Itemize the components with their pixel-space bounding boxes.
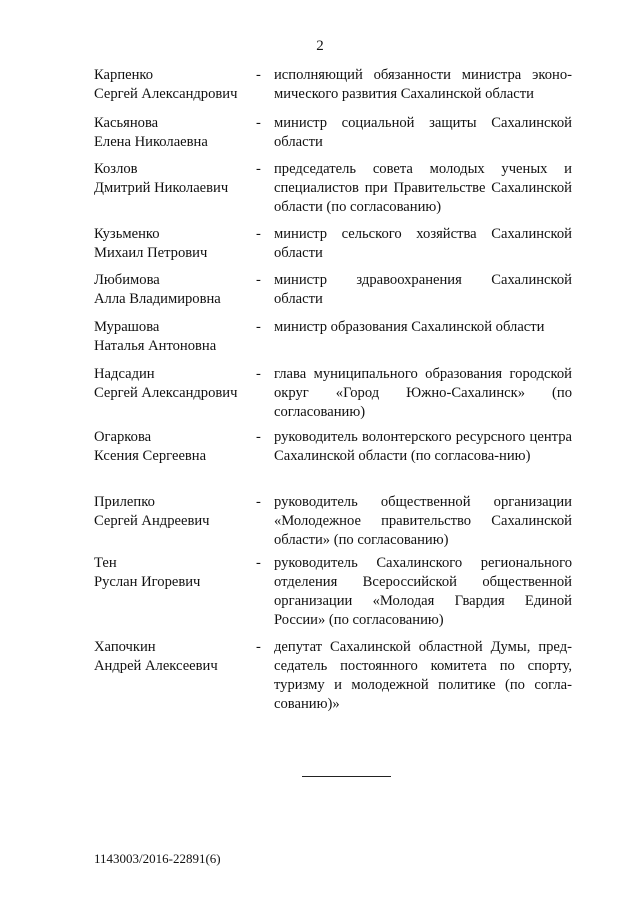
member-surname: Мурашова	[94, 319, 160, 335]
dash: -	[256, 639, 261, 655]
member-given-names: Сергей Александрович	[94, 86, 238, 102]
dash: -	[256, 226, 261, 242]
member-entry	[0, 318, 640, 365]
member-role: исполняющий обязанности министра эконо-мического развития Сахалинской области	[274, 67, 572, 102]
member-surname: Кузьменко	[94, 226, 160, 242]
member-given-names: Сергей Андреевич	[94, 513, 210, 529]
member-name	[94, 225, 254, 263]
member-surname: Любимова	[94, 272, 160, 288]
dash: -	[256, 272, 261, 288]
member-name	[94, 114, 254, 152]
member-entry	[0, 428, 640, 493]
member-given-names: Алла Владимировна	[94, 291, 221, 307]
member-role: председатель совета молодых ученых и специалистов при Правительстве Сахалинской области (по согласованию)	[274, 161, 572, 215]
member-surname: Касьянова	[94, 115, 159, 131]
page-number: 2	[316, 38, 324, 54]
member-name	[94, 554, 254, 592]
member-role: министр сельского хозяйства Сахалинской области	[274, 226, 572, 261]
document-code: 1143003/2016-22891(6)	[94, 851, 221, 866]
members-list	[0, 66, 640, 718]
closing-rule	[302, 776, 391, 777]
member-entry	[0, 638, 640, 718]
member-surname: Надсадин	[94, 366, 155, 382]
member-surname: Хапочкин	[94, 639, 156, 655]
member-entry	[0, 365, 640, 428]
member-entry	[0, 66, 640, 114]
member-given-names: Ксения Сергеевна	[94, 448, 207, 464]
member-surname: Прилепко	[94, 494, 155, 510]
dash: -	[256, 319, 261, 335]
member-role: министр здравоохранения Сахалинской области	[274, 272, 572, 307]
dash: -	[256, 67, 261, 83]
member-given-names: Елена Николаевна	[94, 134, 208, 150]
dash: -	[256, 366, 261, 382]
member-role: руководитель общественной организации «Молодежное правительство Сахалинской области» (по согласованию)	[274, 494, 572, 548]
member-entry	[0, 225, 640, 271]
dash: -	[256, 555, 261, 571]
dash: -	[256, 494, 261, 510]
member-role: министр образования Сахалинской области	[274, 319, 545, 335]
member-given-names: Наталья Антоновна	[94, 338, 217, 354]
member-role: руководитель волонтерского ресурсного центра Сахалинской области (по согласова-нию)	[274, 429, 572, 464]
member-role: депутат Сахалинской областной Думы, пред-седатель постоянного комитета по спорту, туризму и молодежной политике (по согла-сованию)»	[274, 639, 572, 712]
member-role: глава муниципального образования городской округ «Город Южно-Сахалинск» (по согласованию)	[274, 366, 572, 420]
member-given-names: Руслан Игоревич	[94, 574, 201, 590]
member-name	[94, 271, 254, 309]
member-name	[94, 160, 254, 198]
member-role: руководитель Сахалинского регионального отделения Всероссийской общественной организации «Молодая Гвардия Единой России» (по согласованию)	[274, 555, 572, 628]
member-entry	[0, 160, 640, 225]
member-surname: Карпенко	[94, 67, 154, 83]
member-name	[94, 428, 254, 466]
member-given-names: Михаил Петрович	[94, 245, 208, 261]
member-given-names: Сергей Александрович	[94, 385, 238, 401]
member-role: министр социальной защиты Сахалинской области	[274, 115, 572, 150]
member-name	[94, 365, 254, 403]
member-entry	[0, 554, 640, 638]
member-given-names: Дмитрий Николаевич	[94, 180, 229, 196]
member-entry	[0, 271, 640, 318]
member-surname: Огаркова	[94, 429, 152, 445]
member-name	[94, 638, 254, 676]
member-entry	[0, 493, 640, 554]
dash: -	[256, 429, 261, 445]
dash: -	[256, 161, 261, 177]
member-surname: Тен	[94, 555, 117, 571]
member-surname: Козлов	[94, 161, 138, 177]
member-given-names: Андрей Алексеевич	[94, 658, 218, 674]
member-name	[94, 493, 254, 531]
dash: -	[256, 115, 261, 131]
member-entry	[0, 114, 640, 160]
member-name	[94, 318, 254, 356]
member-name	[94, 66, 254, 104]
